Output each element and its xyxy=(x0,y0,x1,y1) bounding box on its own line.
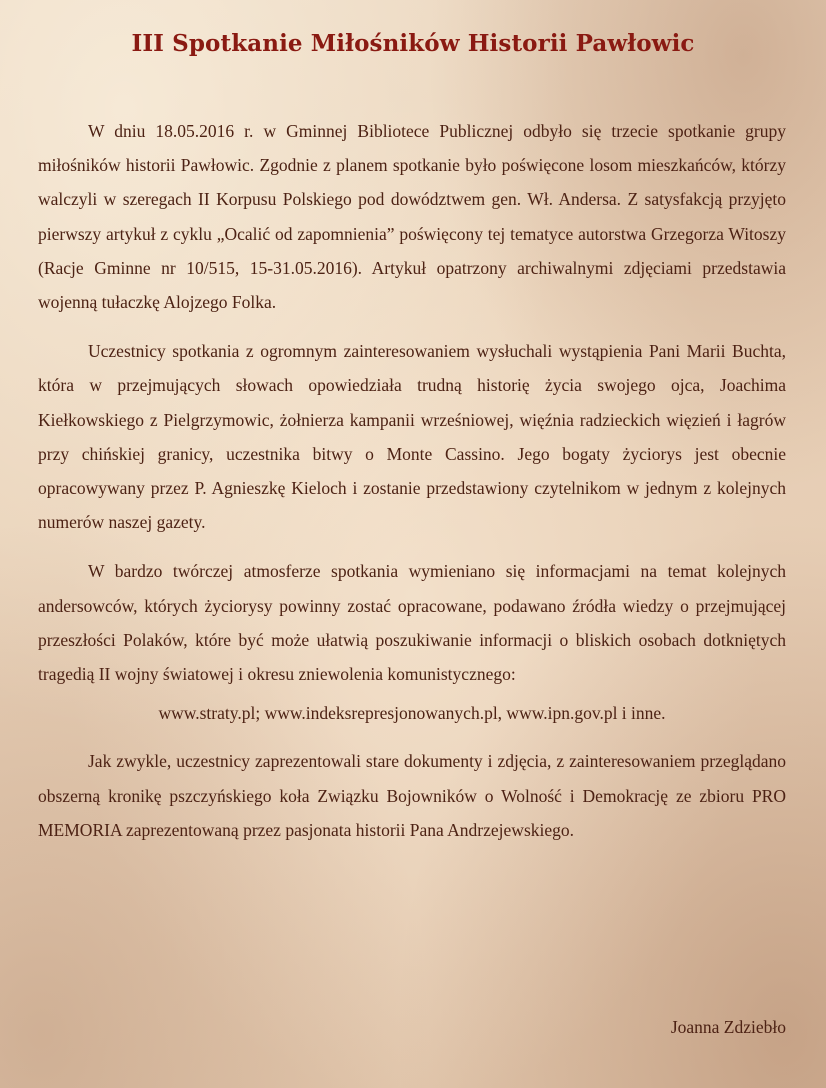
paragraph-3: W bardzo twórczej atmosferze spotkania wymieniano się informacjami na temat kolejnych andersowców, których życiorysy powinny zostać opracowane, podawano źródła wiedzy o przejmującej przeszłości Polaków, które być może ułatwią poszukiwanie informacji o bliskich osobach dotkniętych tragedią II wojny światowej i okresu zniewolenia komunistycznego: xyxy=(38,561,786,685)
paragraph-1: W dniu 18.05.2016 r. w Gminnej Bibliotece Publicznej odbyło się trzecie spotkanie grupy miłośników historii Pawłowic. Zgodnie z planem spotkanie było poświęcone losom mieszkańców, którzy walczyli w szeregach II Korpusu Polskiego pod dowództwem gen. Wł. Andersa. Z satysfakcją przyjęto pierwszy artykuł z cyklu „Ocalić od zapomnienia” poświęcony tej tematyce autorstwa Grzegorza Witoszy (Racje Gminne nr 10/515, 15-31.05.2016). Artykuł opatrzony archiwalnymi zdjęciami przedstawia wojenną tułaczkę Alojzego Folka. xyxy=(38,121,786,313)
links-line: www.straty.pl; www.indeksrepresjonowanych.pl, www.ipn.gov.pl i inne. xyxy=(158,703,666,724)
author-signature: Joanna Zdziebło xyxy=(670,1017,786,1037)
paragraph-4: Jak zwykle, uczestnicy zaprezentowali stare dokumenty i zdjęcia, z zainteresowaniem przeglądano obszerną kronikę pszczyńskiego koła Związku Bojowników o Wolność i Demokrację ze zbioru PRO MEMORIA zaprezentowaną przez pasjonata historii Pana Andrzejewskiego. xyxy=(38,751,786,840)
article-body xyxy=(38,114,786,862)
paragraph-2: Uczestnicy spotkania z ogromnym zainteresowaniem wysłuchali wystąpienia Pani Marii Buchta, która w przejmujących słowach opowiedziała trudną historię życia swojego ojca, Joachima Kiełkowskiego z Pielgrzymowic, żołnierza kampanii wrześniowej, więźnia radzieckich więzień i łagrów przy chińskiej granicy, uczestnika bitwy o Monte Cassino. Jego bogaty życiorys jest obecnie opracowywany przez P. Agnieszkę Kieloch i zostanie przedstawiony czytelnikom w jednym z kolejnych numerów naszej gazety. xyxy=(38,341,786,533)
page-title: III Spotkanie Miłośników Historii Pawłowic xyxy=(131,30,695,57)
